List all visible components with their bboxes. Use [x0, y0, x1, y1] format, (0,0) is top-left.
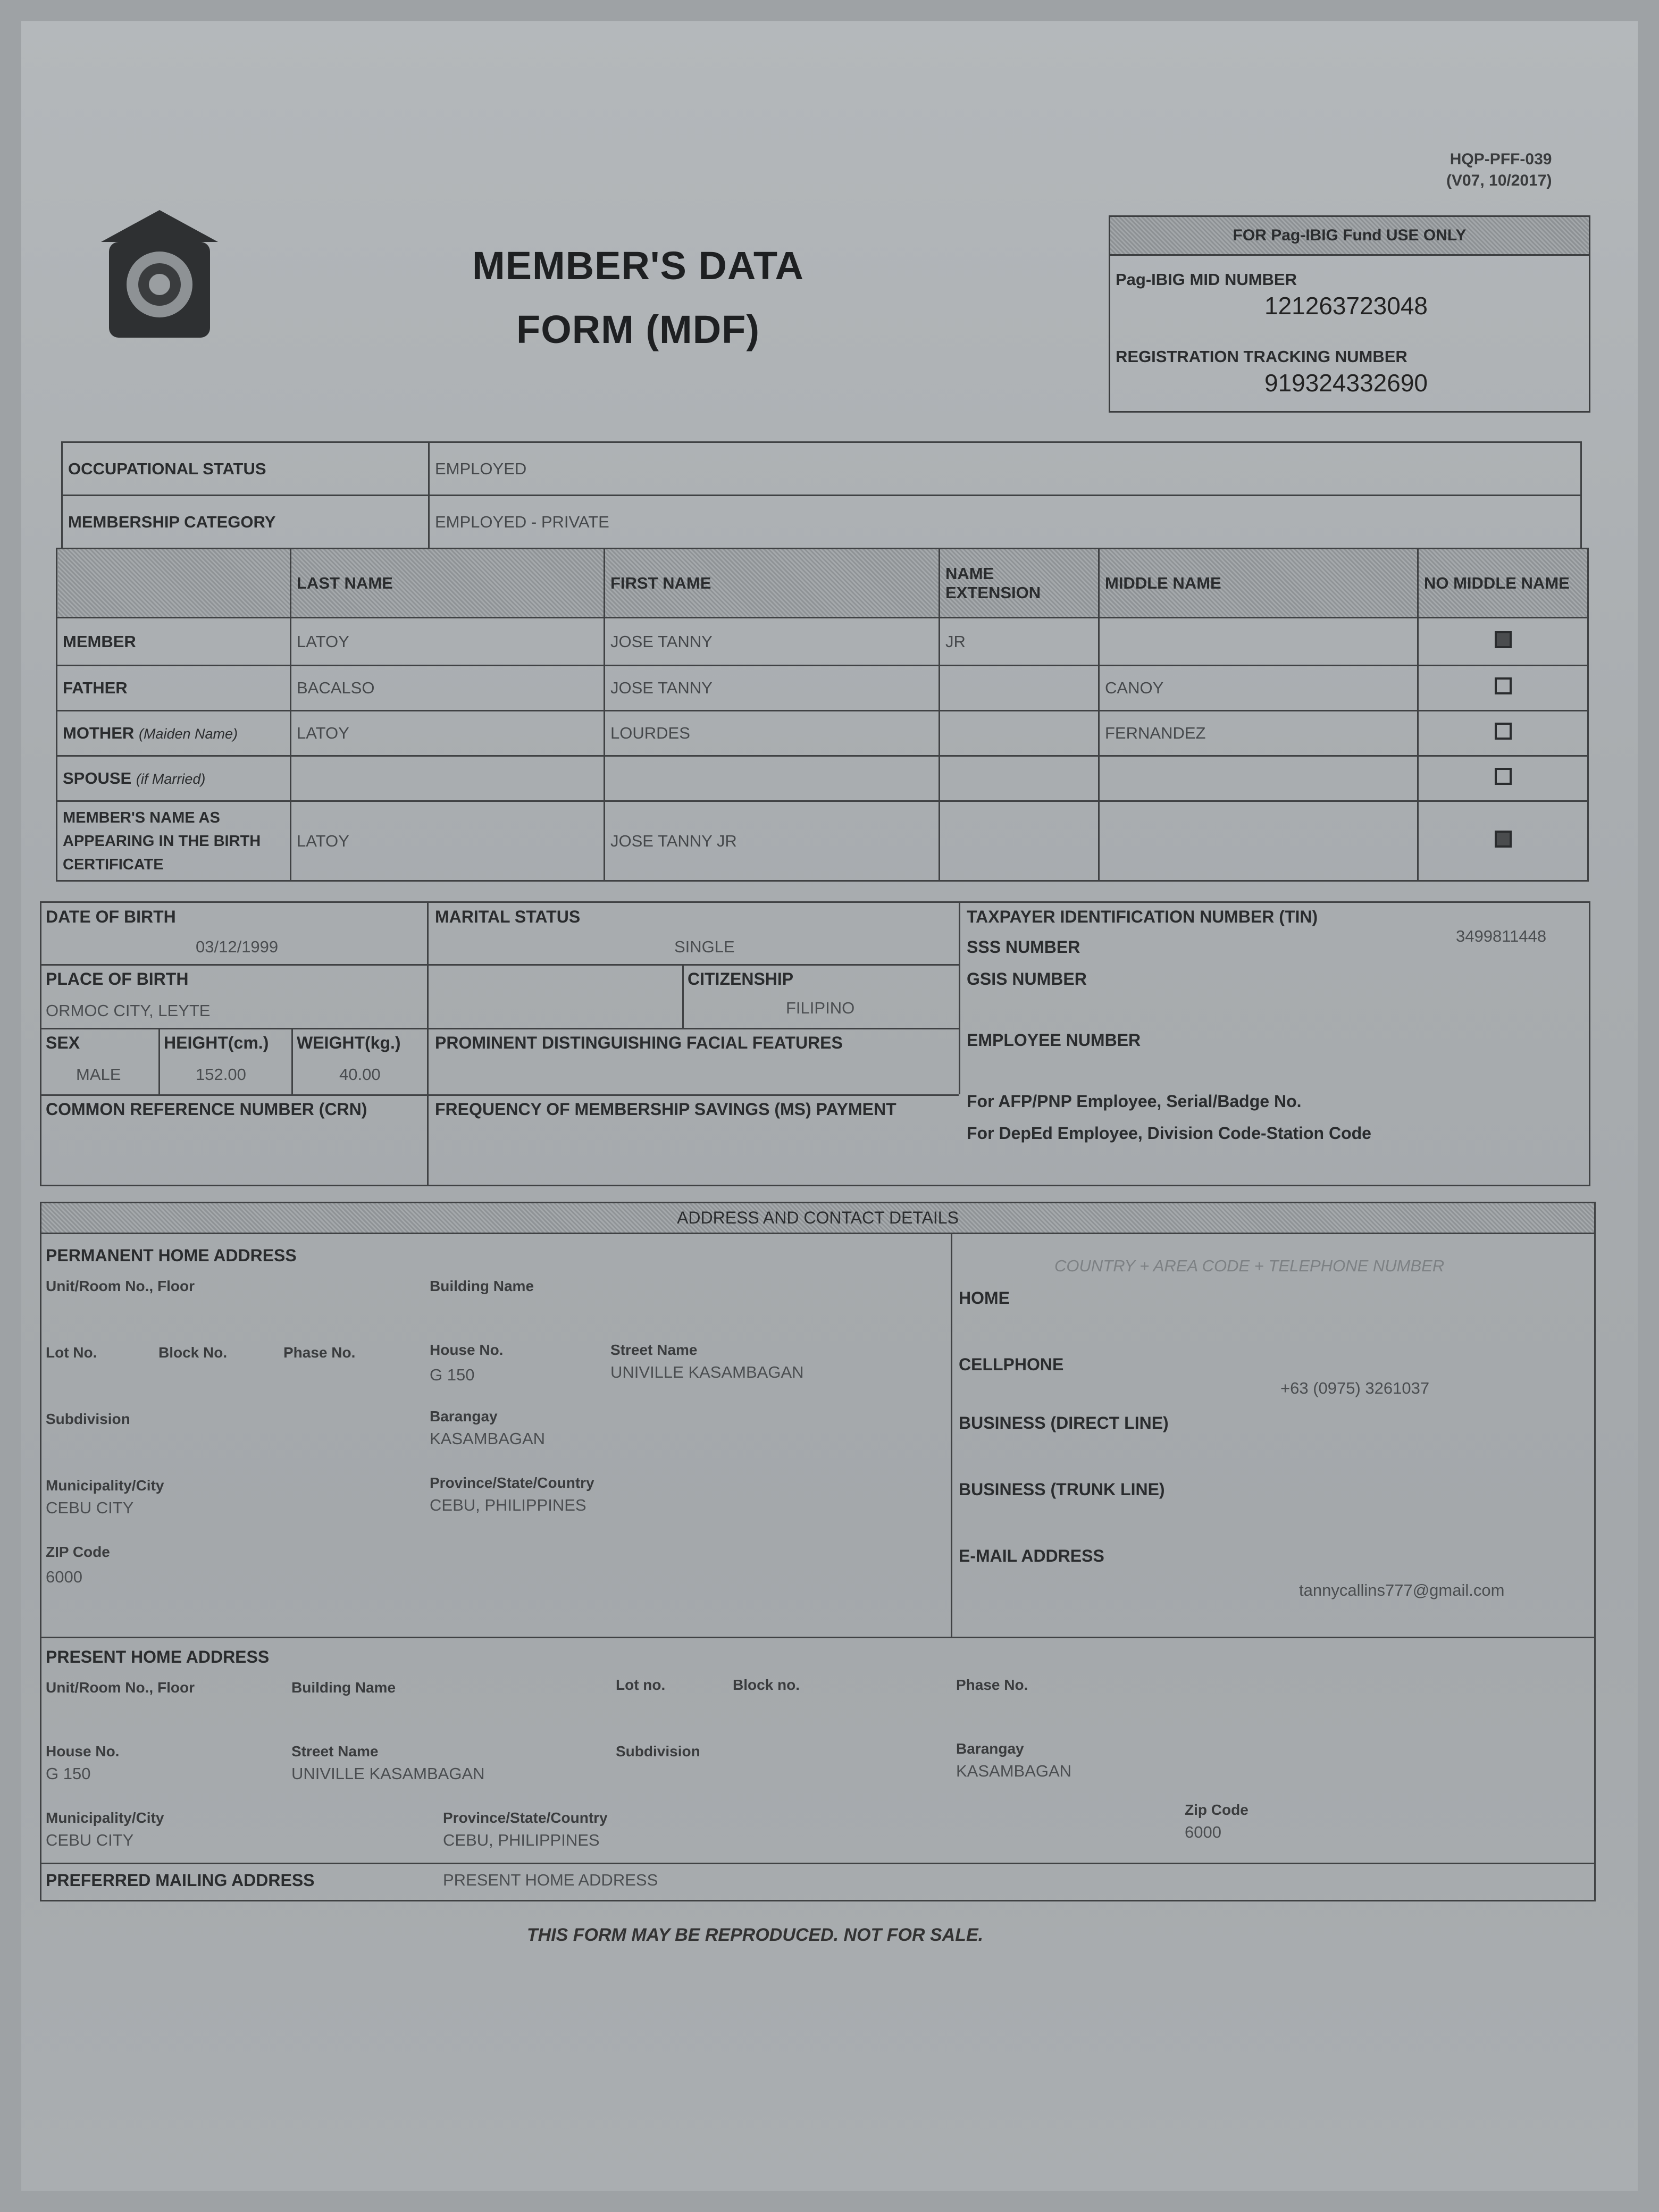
- address-contact-section: [40, 1202, 1596, 1901]
- row-label-text: SPOUSE: [63, 769, 132, 787]
- names-table: [56, 548, 1589, 882]
- membership-category-label: MEMBERSHIP CATEGORY: [62, 496, 429, 549]
- member-name-extension[interactable]: JR: [940, 618, 1099, 666]
- title-line-2: FORM (MDF): [516, 307, 760, 351]
- place-of-birth-value[interactable]: ORMOC CITY, LEYTE: [46, 1001, 211, 1020]
- pres-lot-label: Lot no.: [616, 1677, 666, 1693]
- perm-block-label: Block No.: [158, 1344, 228, 1361]
- row-label-text: MEMBER: [63, 632, 136, 651]
- citizenship-value[interactable]: FILIPINO: [786, 999, 855, 1017]
- pres-street-value[interactable]: UNIVILLE KASAMBAGAN: [291, 1764, 485, 1783]
- crn-label: COMMON REFERENCE NUMBER (CRN): [46, 1100, 367, 1119]
- pres-subdivision-label: Subdivision: [616, 1743, 700, 1759]
- rtn-value: 919324332690: [1264, 369, 1428, 397]
- spouse-name-extension[interactable]: [940, 756, 1099, 801]
- cellphone-value[interactable]: +63 (0975) 3261037: [1280, 1379, 1430, 1397]
- header-name-extension: NAME EXTENSION: [940, 549, 1099, 618]
- status-table: [61, 441, 1582, 549]
- facial-features-label: PROMINENT DISTINGUISHING FACIAL FEATURES: [435, 1033, 843, 1052]
- form-footer-note: THIS FORM MAY BE REPRODUCED. NOT FOR SALE.: [526, 1925, 984, 1945]
- spouse-no-middle-checkbox[interactable]: [1495, 768, 1512, 785]
- deped-label: For DepEd Employee, Division Code-Station Code: [967, 1124, 1371, 1143]
- row-label-text: MEMBER'S NAME AS APPEARING IN THE BIRTH CERTIFICATE: [63, 809, 261, 873]
- height-value[interactable]: 152.00: [196, 1065, 246, 1084]
- perm-municipality-value[interactable]: CEBU CITY: [46, 1498, 134, 1517]
- member-last-name[interactable]: LATOY: [291, 618, 605, 666]
- mid-number-value: 121263723048: [1264, 292, 1428, 320]
- sss-value[interactable]: 3499811448: [1456, 927, 1547, 945]
- row-label-sub: (if Married): [136, 771, 206, 787]
- citizenship-label: CITIZENSHIP: [688, 969, 794, 988]
- birthcert-last-name[interactable]: LATOY: [291, 801, 605, 881]
- perm-house-label: House No.: [430, 1342, 504, 1358]
- birthcert-name-extension[interactable]: [940, 801, 1099, 881]
- perm-unit-label: Unit/Room No., Floor: [46, 1278, 195, 1294]
- rtn-label: REGISTRATION TRACKING NUMBER: [1116, 347, 1407, 366]
- form-title: [436, 234, 840, 362]
- occupational-status-label: OCCUPATIONAL STATUS: [62, 442, 429, 496]
- mother-name-extension[interactable]: [940, 711, 1099, 756]
- name-row-mother: [57, 711, 1588, 756]
- father-middle-name[interactable]: CANOY: [1099, 666, 1418, 711]
- perm-house-value[interactable]: G 150: [430, 1365, 475, 1384]
- ms-payment-frequency-label: FREQUENCY OF MEMBERSHIP SAVINGS (MS) PAYMENT: [435, 1100, 896, 1119]
- perm-zip-value[interactable]: 6000: [46, 1568, 82, 1586]
- perm-building-label: Building Name: [430, 1278, 534, 1294]
- mother-last-name[interactable]: LATOY: [291, 711, 605, 756]
- mother-first-name[interactable]: LOURDES: [605, 711, 940, 756]
- names-header-blank: [57, 549, 291, 618]
- pres-municipality-label: Municipality/City: [46, 1809, 164, 1826]
- gsis-label: GSIS NUMBER: [967, 969, 1087, 988]
- pres-building-label: Building Name: [291, 1679, 396, 1696]
- sss-label: SSS NUMBER: [967, 937, 1080, 957]
- personal-details-section: [40, 901, 1590, 1186]
- pres-province-label: Province/State/Country: [443, 1809, 608, 1826]
- form-page: [21, 21, 1638, 2191]
- name-row-birth-certificate: [57, 801, 1588, 881]
- perm-municipality-label: Municipality/City: [46, 1477, 164, 1494]
- form-code-number: HQP-PFF-039: [1449, 150, 1552, 168]
- perm-barangay-value[interactable]: KASAMBAGAN: [430, 1429, 546, 1448]
- mid-number-label: Pag-IBIG MID NUMBER: [1116, 270, 1297, 289]
- member-no-middle-checkbox[interactable]: [1495, 631, 1512, 648]
- member-first-name[interactable]: JOSE TANNY: [605, 618, 940, 666]
- email-label: E-MAIL ADDRESS: [959, 1546, 1104, 1565]
- preferred-mailing-value[interactable]: PRESENT HOME ADDRESS: [443, 1871, 658, 1889]
- email-value[interactable]: tannycallins777@gmail.com: [1299, 1581, 1505, 1599]
- home-phone-label: HOME: [959, 1288, 1010, 1308]
- name-row-member: [57, 618, 1588, 666]
- pres-house-value[interactable]: G 150: [46, 1764, 91, 1783]
- row-label-text: FATHER: [63, 678, 128, 697]
- address-section-header: ADDRESS AND CONTACT DETAILS: [41, 1203, 1594, 1234]
- pres-phase-label: Phase No.: [956, 1677, 1028, 1693]
- header-last-name: LAST NAME: [291, 549, 605, 618]
- admin-box-header: FOR Pag-IBIG Fund USE ONLY: [1110, 217, 1589, 256]
- perm-phase-label: Phase No.: [283, 1344, 356, 1361]
- preferred-mailing-label: PREFERRED MAILING ADDRESS: [46, 1871, 315, 1890]
- name-row-father: [57, 666, 1588, 711]
- name-row-spouse: [57, 756, 1588, 801]
- pres-zip-value[interactable]: 6000: [1185, 1823, 1221, 1841]
- permanent-address-title: PERMANENT HOME ADDRESS: [46, 1246, 297, 1265]
- dob-label: DATE OF BIRTH: [46, 907, 176, 926]
- perm-barangay-label: Barangay: [430, 1408, 498, 1425]
- father-name-extension[interactable]: [940, 666, 1099, 711]
- row-label: [57, 618, 291, 666]
- pres-barangay-label: Barangay: [956, 1740, 1024, 1757]
- spouse-first-name[interactable]: [605, 756, 940, 801]
- tin-label: TAXPAYER IDENTIFICATION NUMBER (TIN): [967, 907, 1318, 926]
- pres-unit-label: Unit/Room No., Floor: [46, 1679, 195, 1696]
- spouse-middle-name[interactable]: [1099, 756, 1418, 801]
- pres-municipality-value[interactable]: CEBU CITY: [46, 1831, 134, 1849]
- spouse-last-name[interactable]: [291, 756, 605, 801]
- perm-province-value[interactable]: CEBU, PHILIPPINES: [430, 1496, 586, 1514]
- birthcert-no-middle-checkbox[interactable]: [1495, 831, 1512, 848]
- pres-house-label: House No.: [46, 1743, 120, 1759]
- marital-status-value[interactable]: SINGLE: [674, 937, 735, 956]
- birthcert-middle-name[interactable]: [1099, 801, 1418, 881]
- row-label-sub: (Maiden Name): [138, 726, 238, 742]
- perm-zip-label: ZIP Code: [46, 1544, 110, 1560]
- phone-format-hint: COUNTRY + AREA CODE + TELEPHONE NUMBER: [1054, 1256, 1445, 1275]
- father-last-name[interactable]: BACALSO: [291, 666, 605, 711]
- place-of-birth-label: PLACE OF BIRTH: [46, 969, 189, 988]
- father-first-name[interactable]: JOSE TANNY: [605, 666, 940, 711]
- afp-pnp-label: For AFP/PNP Employee, Serial/Badge No.: [967, 1092, 1302, 1111]
- form-version: (V07, 10/2017): [1446, 172, 1552, 189]
- weight-value[interactable]: 40.00: [339, 1065, 381, 1084]
- header-first-name: FIRST NAME: [605, 549, 940, 618]
- form-code: [1446, 149, 1552, 191]
- perm-lot-label: Lot No.: [46, 1344, 97, 1361]
- mother-middle-name[interactable]: FERNANDEZ: [1099, 711, 1418, 756]
- height-label: HEIGHT(cm.): [164, 1033, 269, 1052]
- business-direct-label: BUSINESS (DIRECT LINE): [959, 1413, 1169, 1432]
- present-address-title: PRESENT HOME ADDRESS: [46, 1647, 270, 1666]
- father-no-middle-checkbox[interactable]: [1495, 677, 1512, 694]
- pres-street-label: Street Name: [291, 1743, 379, 1759]
- mother-no-middle-checkbox[interactable]: [1495, 723, 1512, 740]
- sex-label: SEX: [46, 1033, 80, 1052]
- pagibig-logo-icon: [96, 205, 223, 343]
- birthcert-first-name[interactable]: JOSE TANNY JR: [605, 801, 940, 881]
- pres-block-label: Block no.: [733, 1677, 800, 1693]
- admin-box: [1109, 215, 1590, 413]
- dob-value[interactable]: 03/12/1999: [196, 937, 279, 956]
- marital-status-label: MARITAL STATUS: [435, 907, 581, 926]
- member-middle-name[interactable]: [1099, 618, 1418, 666]
- perm-street-value[interactable]: UNIVILLE KASAMBAGAN: [610, 1363, 804, 1381]
- perm-province-label: Province/State/Country: [430, 1474, 594, 1491]
- pres-zip-label: Zip Code: [1185, 1802, 1249, 1818]
- perm-subdivision-label: Subdivision: [46, 1411, 130, 1427]
- membership-category-value[interactable]: EMPLOYED - PRIVATE: [429, 496, 1581, 549]
- row-label-text: MOTHER: [63, 724, 135, 742]
- pres-barangay-value[interactable]: KASAMBAGAN: [956, 1762, 1072, 1780]
- perm-street-label: Street Name: [610, 1342, 698, 1358]
- business-trunk-label: BUSINESS (TRUNK LINE): [959, 1480, 1165, 1499]
- pres-province-value[interactable]: CEBU, PHILIPPINES: [443, 1831, 600, 1849]
- employee-number-label: EMPLOYEE NUMBER: [967, 1030, 1141, 1050]
- header-middle-name: MIDDLE NAME: [1099, 549, 1418, 618]
- weight-label: WEIGHT(kg.): [297, 1033, 401, 1052]
- header-no-middle-name: NO MIDDLE NAME: [1418, 549, 1588, 618]
- title-line-1: MEMBER'S DATA: [472, 244, 804, 288]
- occupational-status-value[interactable]: EMPLOYED: [429, 442, 1581, 496]
- sex-value[interactable]: MALE: [76, 1065, 121, 1084]
- cellphone-label: CELLPHONE: [959, 1355, 1064, 1374]
